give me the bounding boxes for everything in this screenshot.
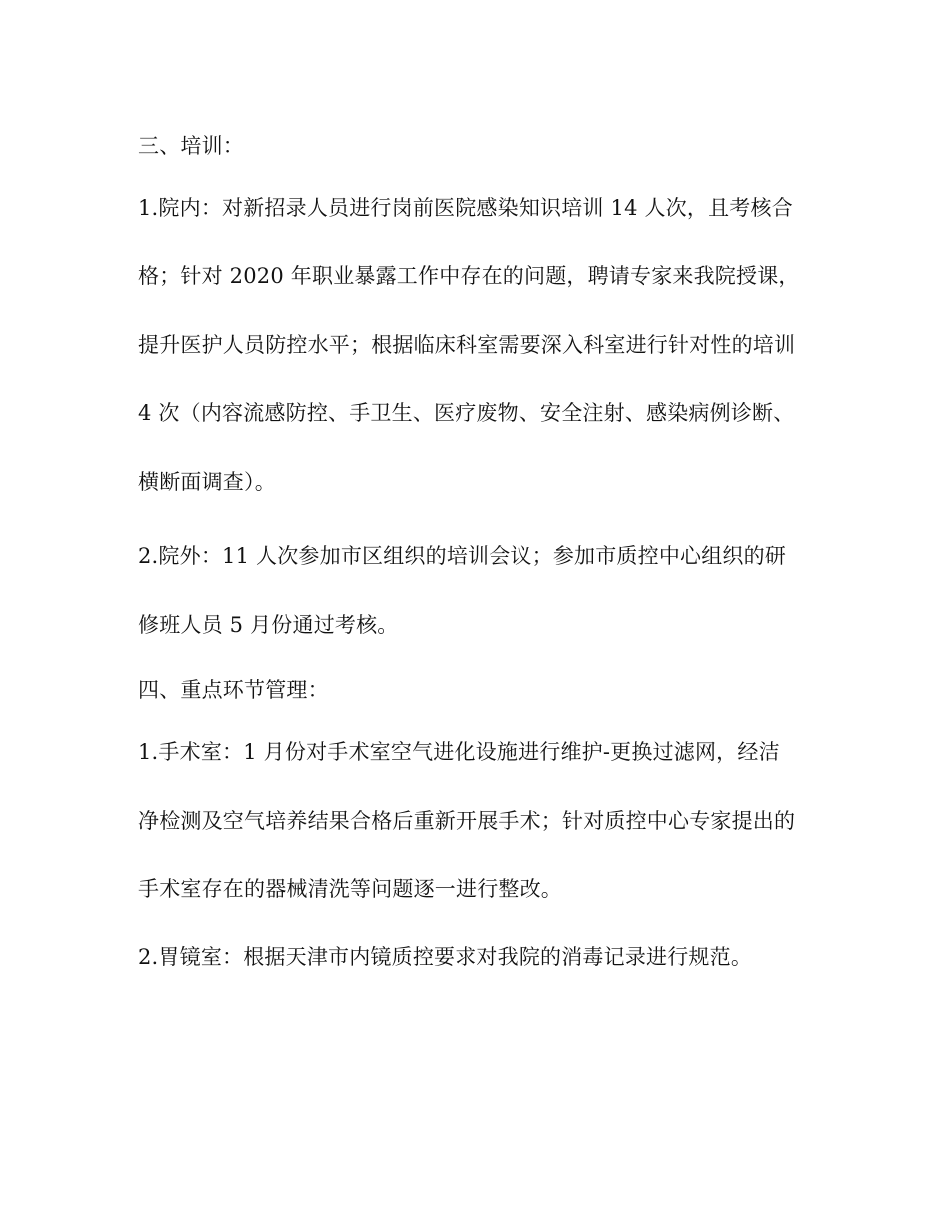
- paragraph-line: 修班人员 5 月份通过考核。: [138, 613, 399, 637]
- paragraph-line: 手术室存在的器械清洗等问题逐一进行整改。: [138, 877, 562, 901]
- section-heading-key-management: 四、重点环节管理：: [138, 678, 329, 702]
- paragraph-line: 2.院外：11 人次参加市区组织的培训会议；参加市质控中心组织的研: [138, 544, 787, 568]
- paragraph-line: 横断面调查）。: [138, 470, 276, 494]
- paragraph-line: 1.院内：对新招录人员进行岗前医院感染知识培训 14 人次，且考核合: [138, 196, 793, 220]
- paragraph-line: 2.胃镜室：根据天津市内镜质控要求对我院的消毒记录进行规范。: [138, 945, 753, 969]
- paragraph-line: 1.手术室：1 月份对手术室空气进化设施进行维护-更换过滤网，经洁: [138, 740, 780, 764]
- paragraph-line: 4 次（内容流感防控、手卫生、医疗废物、安全注射、感染病例诊断、: [138, 401, 795, 425]
- section-heading-training: 三、培训：: [138, 134, 244, 158]
- paragraph-line: 格；针对 2020 年职业暴露工作中存在的问题，聘请专家来我院授课，: [138, 264, 800, 288]
- paragraph-line: 提升医护人员防控水平；根据临床科室需要深入科室进行针对性的培训: [138, 333, 796, 357]
- paragraph-line: 净检测及空气培养结果合格后重新开展手术；针对质控中心专家提出的: [138, 809, 796, 833]
